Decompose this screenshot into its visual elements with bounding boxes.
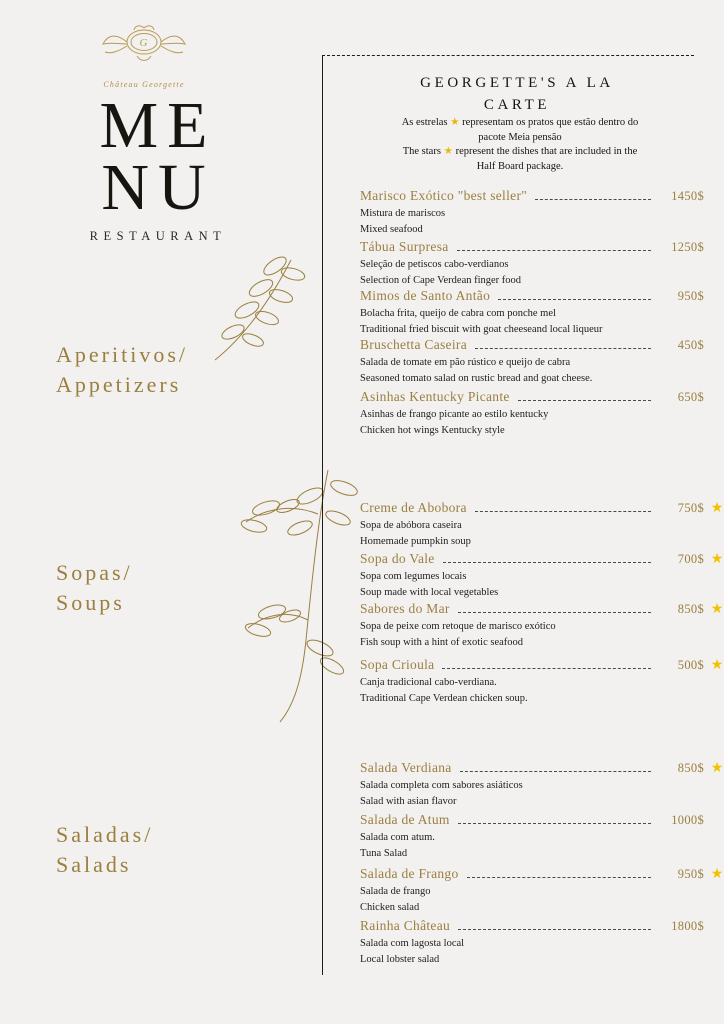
menu-item-description-pt: Salada com lagosta local [360,938,465,949]
note-pt-a: As estrelas [401,117,451,128]
menu-item [360,389,724,438]
restaurant-word: RESTAURANT [89,229,227,243]
note-en-a: The stars [402,146,444,157]
menu-item-description-pt: Asinhas de frango picante ao estilo kentucky [360,409,549,420]
menu-item-head [360,188,724,205]
menu-item-price: 450$ [677,338,704,352]
menu-item-head [360,337,724,354]
menu-item-description-pt: Sopa com legumes locais [360,571,467,582]
ornate-crest-icon [84,22,204,78]
menu-item-price: 1800$ [671,919,704,933]
menu-item-head [360,239,724,256]
dotted-leader [518,392,651,401]
note-en-b: represent the dishes that are included in the [452,146,638,157]
dotted-leader [467,869,651,878]
note-pt-b: representam os pratos que estão dentro do [459,117,639,128]
menu-item-name: Sabores do Mar [360,601,450,616]
menu-item-description-en: Chicken salad [360,902,420,913]
dotted-leader [458,815,651,824]
star-icon-half-board: ★ [710,867,724,882]
menu-word-line1: ME [99,89,217,162]
dotted-leader [457,242,651,251]
menu-item [360,188,724,237]
menu-item-description-pt: Salada completa com sabores asiáticos [360,780,523,791]
dotted-leader [460,763,651,772]
menu-item-head [360,918,724,935]
section-label-appetizers-en: Appetizers [56,372,182,397]
menu-item-price: 750$ [677,501,704,515]
menu-item-description-en: Traditional Cape Verdean chicken soup. [360,693,528,704]
menu-item-price: 850$ [677,602,704,616]
menu-item [360,239,724,288]
menu-item-description-en: Tuna Salad [360,848,408,859]
menu-item-price: 850$ [677,761,704,775]
menu-item-head [360,812,724,829]
menu-item-head [360,866,724,883]
menu-item-name: Mimos de Santo Antão [360,288,491,303]
section-label-appetizers [56,340,188,400]
menu-item-description-en: Homemade pumpkin soup [360,536,471,547]
menu-item [360,657,724,706]
restaurant-logo [84,22,204,90]
menu-item-price: 1000$ [671,813,704,827]
half-board-note-pt-2: pacote Meia pensão [478,131,562,143]
menu-item [360,500,724,549]
menu-item-description-en: Local lobster salad [360,954,440,965]
star-icon-half-board: ★ [710,602,724,617]
menu-item-name: Salada de Frango [360,866,459,881]
menu-item [360,760,724,809]
olive-branch-icon-top [205,240,325,375]
menu-item-description-pt: Seleção de petiscos cabo-verdianos [360,259,509,270]
menu-item-price: 1450$ [671,189,704,203]
dotted-leader [475,340,651,349]
section-label-soups-en: Soups [56,590,125,615]
menu-item [360,601,724,650]
section-label-salads [56,820,153,880]
menu-item-head [360,760,724,777]
right-column [322,0,724,1024]
menu-item-name: Rainha Château [360,918,451,933]
left-column [0,0,322,1024]
half-board-note [342,116,698,174]
menu-item-price: 950$ [677,289,704,303]
section-label-salads-en: Salads [56,852,132,877]
menu-item-head [360,657,724,674]
menu-item-name: Tábua Surpresa [360,239,449,254]
dotted-leader [442,660,651,669]
menu-item-description-pt: Mistura de mariscos [360,208,446,219]
menu-item-description-en: Mixed seafood [360,224,423,235]
menu-wordmark [68,89,248,244]
star-icon-half-board: ★ [710,552,724,567]
menu-item-name: Creme de Abobora [360,500,467,515]
menu-item-description-pt: Salada de frango [360,886,431,897]
menu-item-price: 700$ [677,552,704,566]
menu-item-name: Asinhas Kentucky Picante [360,389,510,404]
menu-item-description-pt: Sopa de abóbora caseira [360,520,462,531]
menu-item [360,812,724,861]
menu-item [360,337,724,386]
menu-item-description-en: Soup made with local vegetables [360,587,499,598]
star-icon-note-en: ★ [443,146,453,157]
menu-item-head [360,288,724,305]
menu-item-name: Salada Verdiana [360,760,452,775]
menu-item-head [360,601,724,618]
star-icon-half-board: ★ [710,761,724,776]
menu-item-price: 1250$ [671,240,704,254]
menu-item-description-en: Traditional fried biscuit with goat cheeseand local liqueur [360,324,603,335]
dotted-leader [458,604,651,613]
half-board-note-en-2: Half Board package. [476,160,564,172]
menu-item-description-pt: Salada com atum. [360,832,435,843]
svg-text:G: G [139,37,149,49]
menu-item-description-pt: Canja tradicional cabo-verdiana. [360,677,497,688]
menu-item [360,918,724,967]
dotted-leader [498,291,651,300]
half-board-note-pt [342,116,698,131]
carte-title-line1: GEORGETTE'S A LA [420,75,614,91]
dotted-leader [535,191,651,200]
menu-item-description-en: Chicken hot wings Kentucky style [360,425,505,436]
menu-item-name: Salada de Atum [360,812,450,827]
carte-title-line2: CARTE [483,97,551,113]
section-label-soups [56,558,133,618]
menu-item-name: Sopa do Vale [360,551,435,566]
menu-item-description-en: Selection of Cape Verdean finger food [360,275,522,286]
menu-item-price: 650$ [677,390,704,404]
menu-item-name: Sopa Crioula [360,657,435,672]
half-board-note-en [342,145,698,160]
menu-item-description-pt: Bolacha frita, queijo de cabra com ponche mel [360,308,556,319]
section-label-salads-pt: Saladas/ [56,822,154,847]
menu-item-description-en: Salad with asian flavor [360,796,457,807]
star-icon-note-pt: ★ [450,117,460,128]
menu-word-line2: NU [101,151,215,224]
menu-item-head [360,500,724,517]
dotted-leader [475,503,651,512]
menu-item-description-pt: Sopa de peixe com retoque de marisco exótico [360,621,556,632]
menu-item [360,866,724,915]
dotted-leader [443,554,651,563]
crest-name: Château Georgette [103,80,185,89]
menu-item-price: 500$ [677,658,704,672]
carte-title [322,72,712,116]
section-label-appetizers-pt: Aperitivos/ [56,342,188,367]
star-icon-half-board: ★ [710,658,724,673]
star-icon-half-board: ★ [710,501,724,516]
section-label-soups-pt: Sopas/ [56,560,133,585]
menu-item-price: 950$ [677,867,704,881]
menu-item-description-pt: Salada de tomate em pão rústico e queijo de cabra [360,357,571,368]
menu-item-name: Bruschetta Caseira [360,337,467,352]
menu-item-description-en: Seasoned tomato salad on rustic bread and goat cheese. [360,373,593,384]
menu-item-description-en: Fish soup with a hint of exotic seafood [360,637,524,648]
menu-item-head [360,389,724,406]
dotted-leader [458,921,651,930]
menu-item [360,288,724,337]
menu-item-name: Marisco Exótico "best seller" [360,188,528,203]
menu-item-head [360,551,724,568]
menu-item [360,551,724,600]
